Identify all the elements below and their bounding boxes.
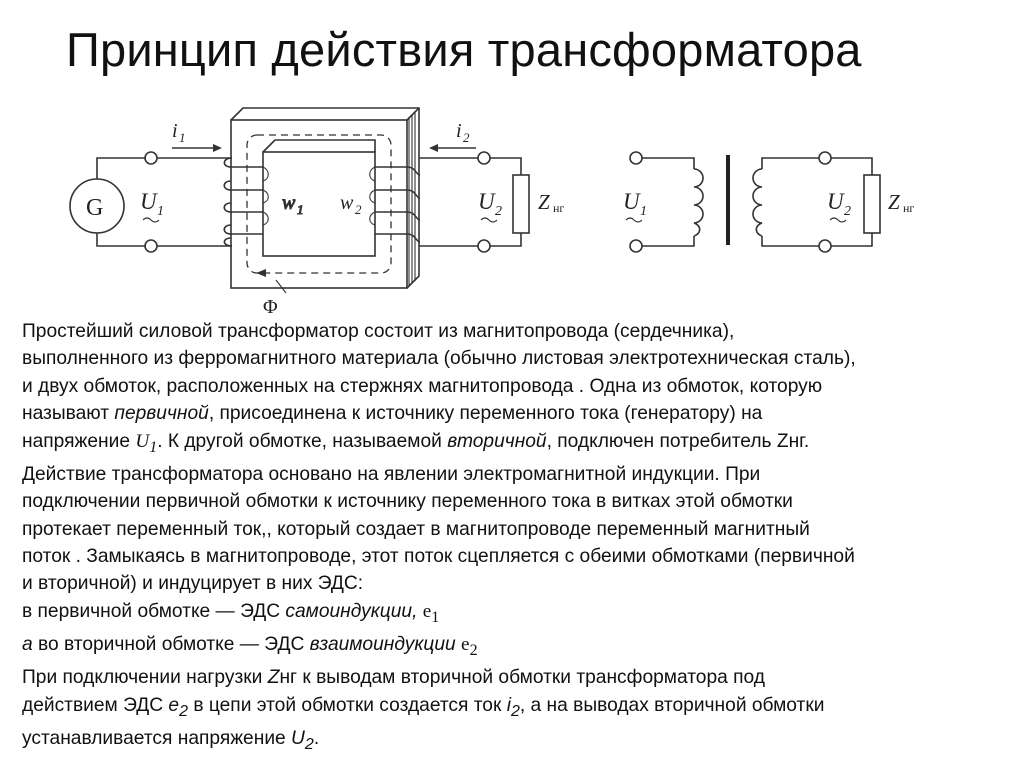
winding-secondary-label: w [340,192,354,214]
svg-text:2: 2 [844,204,851,219]
text-line: и вторичной) и индуцирует в них ЭДС: [22,573,364,595]
svg-text:i: i [172,120,178,142]
voltage-secondary-label [478,189,502,222]
load-wire-top [490,158,521,175]
schematic-load-label: Z [888,190,900,214]
svg-text:2: 2 [355,202,362,217]
svg-text:1: 1 [297,202,304,217]
text-line: При подключении нагрузки Zнг к выводам вторичной обмотки трансформатора под [22,667,765,689]
text-line: и двух обмоток, расположенных на стержнях магнитопровода . Одна из обмоток, которую [22,375,823,397]
terminal-primary-top [145,152,157,164]
text-line: поток . Замыкаясь в магнитопроводе, этот поток сцепляется с обеими обмотками (первичной [22,546,855,568]
load-label: Z [538,190,550,214]
svg-text:U: U [140,189,157,214]
generator-label: G [86,195,104,221]
page-title: Принцип действия трансформатора [66,23,862,76]
text-line: называют первичной, присоединена к источнику переменного тока (генератору) на [22,403,763,425]
schematic-u2-label: U [827,189,844,214]
generator-symbol [70,179,124,233]
text-line: в первичной обмотке — ЭДС самоиндукции, $e_1$ [22,600,440,626]
primary-winding [224,158,303,246]
transformer-core [231,108,419,288]
primary-wire-top [97,158,146,179]
svg-text:1: 1 [179,130,186,145]
terminal-secondary-bottom [478,240,490,252]
description-text [22,318,1022,758]
text-line: а во вторичной обмотке — ЭДС взаимоиндукции $e_2$ [22,634,478,659]
load-wire-bottom [490,233,521,246]
text-line: напряжение $U_1$. К другой обмотке, называемой вторичной, подключен потребитель Zнг. [22,430,810,456]
svg-text:2: 2 [463,130,470,145]
load-resistor [513,175,529,233]
terminal-primary-bottom [145,240,157,252]
svg-text:1: 1 [640,204,647,219]
text-line: выполненного из ферромагнитного материала (обычно листовая электротехническая сталь), [22,348,856,370]
text-line: Простейший силовой трансформатор состоит из магнитопровода (сердечника), [22,321,735,342]
svg-text:1: 1 [157,204,164,219]
schematic-u1-label: U [623,189,640,214]
flux-path [247,135,391,273]
text-line: действием ЭДС $e_2$ в цепи этой обмотки создается ток $i_2$, а на выводах вторичной обмотки [22,694,825,720]
current-secondary-arrow [429,120,476,152]
svg-text:U: U [478,189,495,214]
voltage-primary-label [140,189,164,222]
schematic-symbol [623,152,914,252]
text-line: Действие трансформатора основано на явлении электромагнитной индукции. При [22,463,761,485]
svg-text:нг: нг [903,201,915,215]
terminal-secondary-top [478,152,490,164]
current-primary-arrow [172,120,222,152]
svg-text:2: 2 [495,204,502,219]
flux-label: Φ [263,296,278,318]
svg-text:нг: нг [553,201,565,215]
secondary-winding [340,167,420,242]
text-line: устанавливается напряжение $U_2$. [22,728,320,753]
svg-text:i: i [456,120,462,142]
text-line: протекает переменный ток,, который создает в магнитопроводе переменный магнитный [22,518,810,540]
transformer-diagram [0,95,1024,325]
primary-wire-bottom [97,233,146,246]
winding-primary-label: w [282,192,296,214]
text-line: подключении первичной обмотки к источнику переменного тока в витках этой обмотки [22,491,793,513]
